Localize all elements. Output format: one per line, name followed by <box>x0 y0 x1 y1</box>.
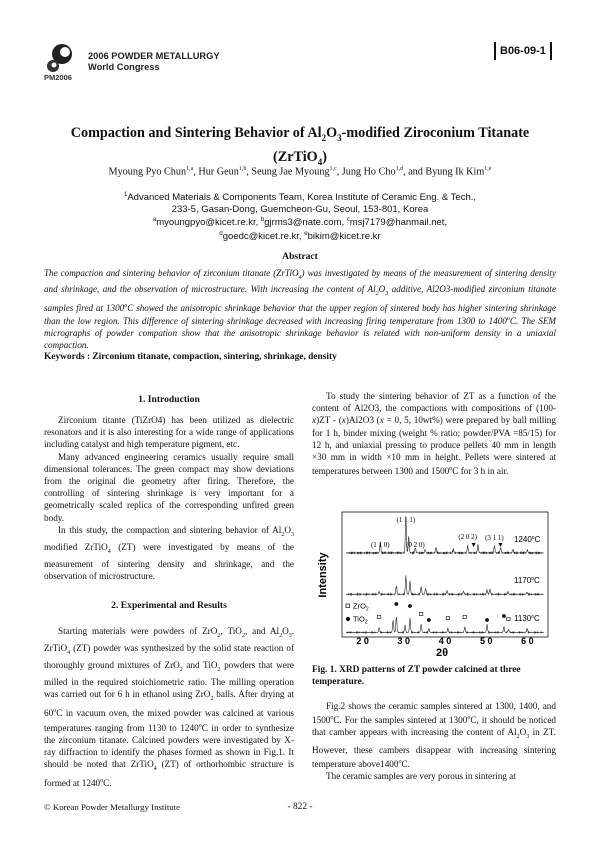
tio2-peak-marker <box>485 618 489 622</box>
peak-label-1: (1 1 1) <box>396 516 416 524</box>
x-tick-label: 3 0 <box>397 636 411 646</box>
x-axis-label: 2θ <box>435 647 449 658</box>
tio2-marker-icon <box>346 617 350 621</box>
keywords: Keywords : Zirconium titanate, compaction, sintering, shrinkage, density <box>44 352 337 362</box>
x-tick-label: 5 0 <box>479 636 493 646</box>
section2-heading: 2. Experimental and Results <box>111 600 227 611</box>
pm2006-logo-icon <box>44 42 74 76</box>
zro2-peak-marker <box>507 617 510 620</box>
page-number: - 822 - <box>287 802 313 812</box>
zro2-peak-marker <box>446 616 449 619</box>
affiliation: $^1$Advanced Materials & Components Team, Korea Institute of Ceramic Eng. & Tech., 233-5, Gasan-Dong, Guemcheon-Gu, Seoul, 153-801, Korea $^a$myoungpyo@kicet.re.kr, $^b$gjrms3@nate.com, $^c$msj7179@hanmail.net, $^d$goedc@kicet.re.kr, $^e$bikim@kicet.re.kr <box>123 192 477 242</box>
tio2-peak-marker <box>427 618 431 622</box>
author-list: Myoung Pyo Chun$^{1,a}$, Hur Geun$^{1,b}$, Seung Jae Myoung$^{1,c}$, Jung Ho Cho$^{1,d}$, and Byung Ik Kim$^{1,e}$ <box>108 166 492 178</box>
paper-title: Compaction and Sintering Behavior of $Al_2O_3$-modified Ziroconium Titanate (ZrTiO$_4$) <box>70 125 530 167</box>
peak-label-4: (2 0 2) <box>458 533 477 541</box>
right-col-para1: To study the sintering behavior of ZT as a function of the content of Al2O3, the compactions with compositions of (100-x)ZT - (x)Al2O3 (x = 0, 5, 10wt%) were prepared by ball milling for 1 h, binder mixing (weight % ratio; powder/PVA =85/15) for 12 h, and uniaxial pressing to produce pellets 40 mm in length ×30 mm in width ×10 mm in height. Pellets were sintered at temperatures between 1300 and 1500$^o$C for 3 h in air. <box>312 391 556 477</box>
legend-zro2: ZrO$_2$ <box>353 601 369 613</box>
logo-caption: PM2006 <box>44 73 72 82</box>
zro2-peak-marker <box>377 615 380 618</box>
right-col-para2: Fig.2 shows the ceramic samples sintered at 1300, 1400, and 1500$^o$C. For the samples sintered at 1300$^o$C, it should be noticed that camber appears with increasing the content of $Al_2O_3$ in ZT. However, these cambers disappear with increasing sintering temperature above1400$^o$C. The ceramic samples are very porous in sintering at <box>312 701 556 781</box>
legend-tio2: TiO$_2$ <box>353 614 368 626</box>
conference-title <box>88 51 220 73</box>
peak-arrow-icon <box>498 543 502 547</box>
paper-code: B06-09-1 <box>500 45 546 57</box>
x-tick-label: 2 0 <box>356 636 369 646</box>
x-tick-label: 4 0 <box>438 636 452 646</box>
section1-heading: 1. Introduction <box>138 394 200 405</box>
series-label-2: 1170$^o$C <box>514 576 540 585</box>
abstract-body: The compaction and sintering behavior of zirconium titanate (ZrTiO$_4$) was investigated by means of the measurement of sintering density and shrinkage, and the observation of microstructure. With increasing the content of $Al_2O_3$ additive, Al2O3-modified zirconium titanate samples fired at 1300$^o$C showed the anisotropic shrinkage behavior that the upper region of sintered body has higher sintering shrinkage than the low region. This difference of sintering shrinkage decreased with increasing firing temperature from 1300 to 1400$^o$C. The SEM micrographs of powder compation show that the anisotropic shrinkage behavior is related with non-uniform density in a uniaxial compaction. <box>44 268 556 350</box>
series-label-1: 1240$^o$C <box>514 535 541 544</box>
x-tick-label: 6 0 <box>521 636 534 646</box>
chart-legend <box>346 602 369 626</box>
zro2-peak-marker <box>419 612 422 615</box>
experimental-para1: Starting materials were powders of ZrO$_2$, TiO$_2$, and $Al_2O_3$. ZrTiO$_4$ (ZT) powder was synthesized by the solid state reaction of thoroughly ground mixtures of ZrO$_2$ and TiO$_2$ powders that were milled in the required stoichiometric ratio. The milling operation was carried out for 6 h in ethanol using ZrO$_2$ balls. After drying at 60$^o$C in vacuum oven, the mixed powder was calcined at various temperatures ranging from 1130 to 1240$^o$C in order to synthesize the zirconium titanate. Calcined powders were investigated by X-ray diffraction to identify the phases formed as shown in Fig.1. It should be noted that ZrTiO$_4$ (ZT) of orthorhombic structure is formed at 1240$^o$C. <box>44 626 295 789</box>
intro-para3: In this study, the compaction and sintering behavior of $Al_2O_3$ modified ZrTiO$_4$ (ZT) were investigated by means of the measurement of sintering density and shrinkage, and the observation of microstructure. <box>44 524 294 582</box>
tio2-peak-marker <box>394 602 398 606</box>
peak-arrow-icon <box>472 543 476 547</box>
conference-logo <box>44 42 74 84</box>
peak-label-3: (0 2 0) <box>406 541 425 549</box>
conference-line1: 2006 POWDER METALLURGY <box>88 51 220 61</box>
intro-para1: Zirconium titante (TiZrO4) has been utilized as dielectric resonators and it is also interesting for a wide range of applications including catalyst and high temperature pigment, etc. <box>44 415 294 450</box>
zro2-peak-marker <box>463 615 466 618</box>
paper-code-box <box>494 42 552 60</box>
intro-para2: Many advanced engineering ceramics usually require small dimensional tolerances. The green compact may show deviations from the original die geometry after firing. Therefore, the controlling of sintering shrinkage is very important for a geometrically scaled replica of the corresponding unfired green body. <box>44 451 294 523</box>
footer-copyright: © Korean Powder Metallurgy Institute <box>44 802 181 812</box>
tio2-peak-marker <box>408 604 412 608</box>
tio2-peak-marker <box>502 614 506 618</box>
peak-label-2: (1 1 0) <box>370 541 390 549</box>
zro2-marker-icon <box>346 604 350 608</box>
abstract-heading: Abstract <box>282 251 318 262</box>
figure-caption: Fig. 1. XRD patterns of ZT powder calcined at three temperature. <box>312 665 521 687</box>
series-label-3: 1130$^o$C <box>514 614 540 623</box>
y-axis-label: Intensity <box>317 552 329 598</box>
section2-body <box>44 625 294 790</box>
xrd-chart <box>312 510 556 658</box>
peak-label-5: (3 1 1) <box>485 534 504 542</box>
section1-body <box>44 414 294 582</box>
conference-line2: World Congress <box>88 62 160 72</box>
